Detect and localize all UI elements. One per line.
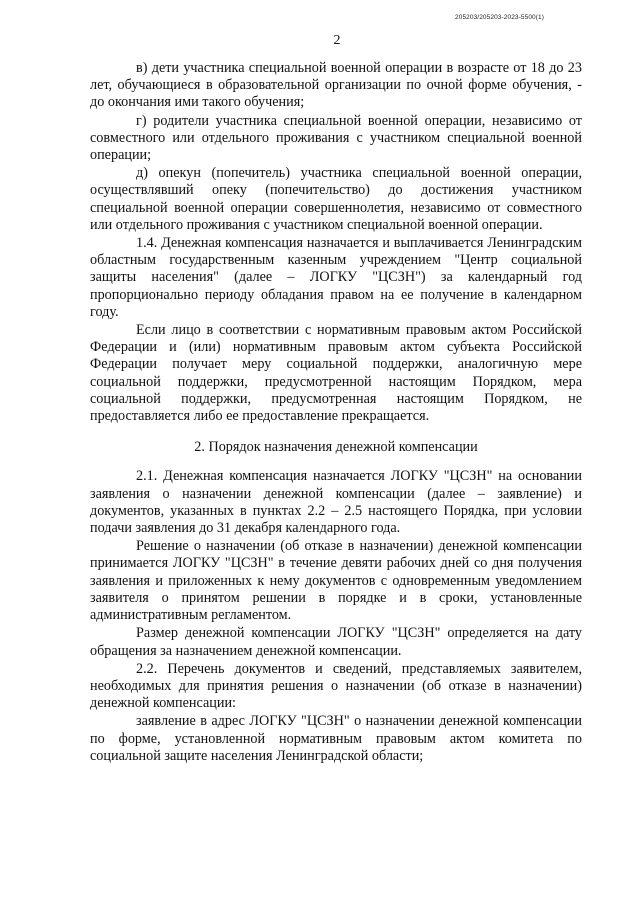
paragraph-1-4: 1.4. Денежная компенсация назначается и выплачивается Ленинградским областным государственным казенным учреждением "Центр социальной защиты населения" (далее – ЛОГКУ "ЦСЗН") за календарный год пропорционально периоду обладания правом на ее получение в календарном году.: [90, 235, 582, 320]
paragraph-decision: Решение о назначении (об отказе в назначении) денежной компенсации принимается ЛОГКУ "ЦСЗН" в течение девяти рабочих дней со дня получения заявления и приложенных к нему документов с одновременным уведомлением заявителя о принятом решении в порядке и в сроки, установленные административным регламентом.: [90, 538, 582, 624]
section-heading: 2. Порядок назначения денежной компенсации: [194, 439, 478, 456]
paragraph-item-d: д) опекун (попечитель) участника специальной военной операции, осуществлявший опеку (попечительство) до достижения участником специальной военной операции совершеннолетия, независимо от совместного или отдельного проживания с участником специальной военной операции.: [90, 165, 582, 233]
paragraph-amount: Размер денежной компенсации ЛОГКУ "ЦСЗН" определяется на дату обращения за назначением денежной компенсации.: [90, 625, 582, 659]
paragraph-2-1: 2.1. Денежная компенсация назначается ЛОГКУ "ЦСЗН" на основании заявления о назначении денежной компенсации (далее – заявление) и документов, указанных в пунктах 2.2 – 2.5 настоящего Порядка, при условии подачи заявления до 31 декабря календарного года.: [90, 468, 582, 537]
document-body: [90, 60, 582, 765]
paragraph-item-g: г) родители участника специальной военной операции, независимо от совместного или отдельного проживания с участником специальной военной операции;: [90, 112, 582, 164]
paragraph-exclusion: Если лицо в соответствии с нормативным правовым актом Российской Федерации и (или) нормативным правовым актом субъекта Российской Федерации получает меру социальной поддержки, аналогичную мере социальной поддержки, предусмотренной настоящим Порядком, мера социальной поддержки, предусмотренная настоящим Порядком, не предоставляется либо ее предоставление прекращается.: [90, 322, 582, 425]
document-id: 205203/205203-2023-5500(1): [455, 14, 544, 21]
page-number: 2: [333, 33, 341, 48]
paragraph-item-v: в) дети участника специальной военной операции в возрасте от 18 до 23 лет, обучающиеся в образовательной организации по очной форме обучения, - до окончания ими такого обучения;: [90, 60, 582, 111]
paragraph-2-2: 2.2. Перечень документов и сведений, представляемых заявителем, необходимых для принятия решения о назначении (об отказе в назначении) денежной компенсации:: [90, 660, 582, 712]
paragraph-application: заявление в адрес ЛОГКУ "ЦСЗН" о назначении денежной компенсации по форме, установленной нормативным правовым актом комитета по социальной защите населения Ленинградской области;: [90, 713, 582, 764]
